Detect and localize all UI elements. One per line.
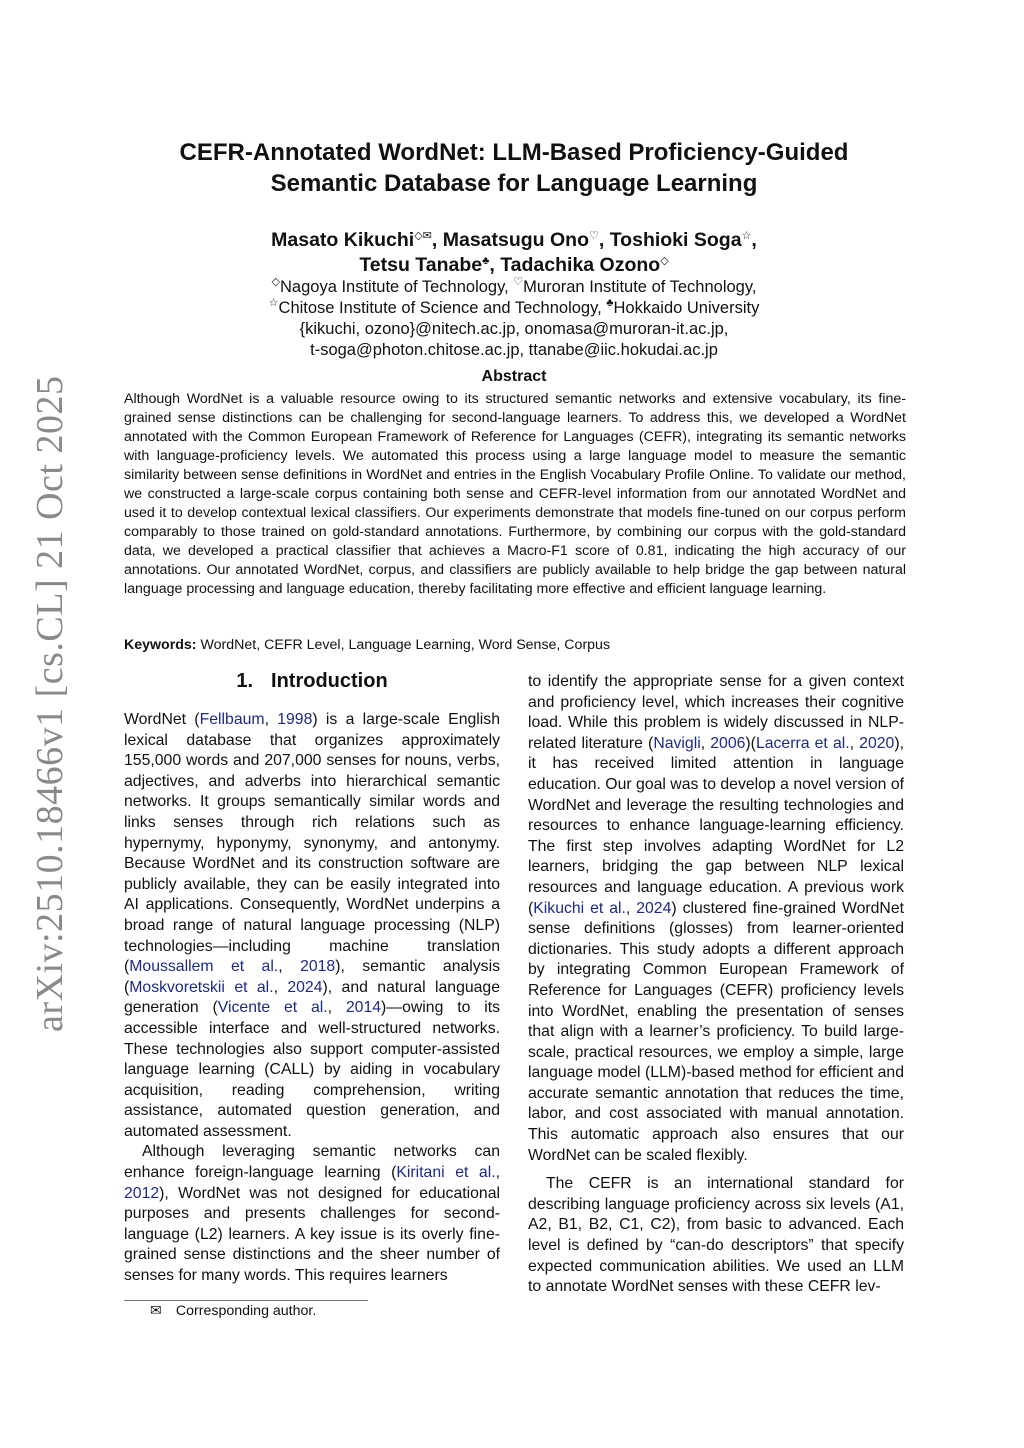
left-column <box>124 710 500 1287</box>
author-mark: ♡ <box>589 230 599 242</box>
paragraph-text: ) clustered fine-grained WordNet sense definitions (glosses) from learner-oriented dictionaries. This study adopts a different approach by integrating Common European Framework of Reference for Languages (CEFR) proficiency levels into WordNet, enabling the presentation of senses that align with a learner’s proficiency. To build large-scale, practical resources, we employ a simple, large language model (LLM)-based method for efficient and accurate semantic annotation that reduces the time, labor, and cost associated with manual annotation. This automatic approach also ensures that our WordNet can be scaled flexibly. <box>528 899 904 1164</box>
abstract-text: Although WordNet is a valuable resource owing to its structured semantic networks and extensive vocabulary, its fine-grained sense distinctions can be challenging for second-language learners. To address this, we developed a WordNet annotated with the Common European Framework of Reference for Languages (CEFR), integrating its semantic networks with language-proficiency levels. We automated this process using a large language model to measure the semantic similarity between sense definitions in WordNet and entries in the English Vocabulary Profile Online. To validate our method, we constructed a large-scale corpus containing both sense and CEFR-level information from our annotated WordNet and used it to develop contextual lexical classifiers. Our experiments demonstrate that models fine-tuned on our corpus perform comparably to those trained on gold-standard annotations. Furthermore, by combining our corpus with the gold-standard data, we developed a practical classifier that achieves a Macro-F1 score of 0.81, indicating the high accuracy of our annotations. Our annotated WordNet, corpus, and classifiers are publicly available to help bridge the gap between natural language processing and language education, thereby facilitating more effective and efficient language learning. <box>124 391 906 597</box>
affiliation-mark: ♣ <box>606 297 614 309</box>
affiliation-mark: ☆ <box>268 297 279 309</box>
author-mark: ♣ <box>482 255 490 267</box>
paragraph-text: , <box>700 734 711 752</box>
citation-link[interactable]: 2024 <box>636 899 672 917</box>
citation-link[interactable]: 2012 <box>124 1184 160 1202</box>
citation-link[interactable]: Fellbaum <box>199 711 265 728</box>
email-line[interactable]: {kikuchi, ozono}@nitech.ac.jp, onomasa@muroran-it.ac.jp, <box>299 320 729 338</box>
section-title: Introduction <box>271 670 388 692</box>
paragraph-text: to identify the appropriate sense for a given context and proficiency level, which increases their cognitive load. While this problem is widely discussed in NLP-related literature ( <box>528 673 904 752</box>
section-number: 1. <box>236 670 254 692</box>
author-line: Tetsu Tanabe♣, Tadachika Ozono◇ <box>359 254 669 276</box>
paragraph-text: , <box>849 734 860 752</box>
author-name: Masato Kikuchi <box>271 229 415 251</box>
author-list <box>124 228 904 278</box>
paragraph-text: ), and natural language generation ( <box>124 978 500 1017</box>
paragraph-text: , <box>327 999 346 1017</box>
citation-link[interactable]: Kikuchi et al. <box>533 899 626 917</box>
citation-link[interactable]: 2018 <box>300 958 336 976</box>
affiliation-name: Chitose Institute of Science and Technology <box>278 299 598 317</box>
right-column <box>528 672 904 1298</box>
affiliation-line: ◇Nagoya Institute of Technology, ♡Muroran Institute of Technology, <box>271 276 757 296</box>
affiliations <box>124 277 904 361</box>
paragraph-text: ), semantic analysis ( <box>124 958 500 996</box>
author-line: Masato Kikuchi◇✉, Masatsugu Ono♡, Toshioki Soga☆, <box>271 229 757 251</box>
footnote-divider <box>124 1300 368 1301</box>
paragraph-text: , <box>495 1164 500 1182</box>
section-heading <box>124 670 500 693</box>
paragraph-text: ), WordNet was not designed for educational purposes and presents challenges for second-language (L2) learners. A key issue is its overly fine-grained sense distinctions and the sheer number of senses for many words. This requires learners <box>124 1184 500 1285</box>
email-line[interactable]: t-soga@photon.chitose.ac.jp, ttanabe@iic.hokudai.ac.jp <box>310 341 718 359</box>
arxiv-identifier: arXiv:2510.18466v1 [cs.CL] 21 Oct 2025 <box>29 375 71 1032</box>
author-name: Masatsugu Ono <box>442 229 589 251</box>
keywords <box>124 636 906 654</box>
paragraph-text: , <box>273 978 288 996</box>
paragraph-text: )—owing to its accessible interface and well-structured networks. These technologies also support computer-assisted language learning (CALL) by aiding in vocabulary acquisition, reading comprehension, writing assistance, automated question generation, and automated assessment. <box>124 999 500 1140</box>
affiliation-mark: ◇ <box>271 276 280 288</box>
citation-link[interactable]: Vicente et al. <box>217 999 328 1017</box>
author-name: Tadachika Ozono <box>500 254 661 276</box>
citation-link[interactable]: Lacerra et al. <box>755 734 850 752</box>
author-mark: ◇✉ <box>414 230 432 242</box>
citation-link[interactable]: 2024 <box>287 978 323 996</box>
paragraph <box>528 672 904 1166</box>
affiliation-mark: ♡ <box>513 276 524 288</box>
affiliation-line: ☆Chitose Institute of Science and Technology, ♣Hokkaido University <box>268 297 760 317</box>
author-mark: ◇ <box>660 255 669 267</box>
envelope-icon: ✉ <box>150 1303 162 1319</box>
paragraph-text: )( <box>745 734 756 752</box>
citation-link[interactable]: Moussallem et al. <box>129 958 279 976</box>
paragraph-text: WordNet ( <box>124 711 200 728</box>
author-mark: ☆ <box>741 230 752 242</box>
footnote-text: Corresponding author. <box>175 1303 317 1319</box>
paragraph-text: , <box>264 711 278 728</box>
affiliation-name: Hokkaido University <box>613 299 760 317</box>
paper-title <box>124 137 904 199</box>
paragraph-text: ), it has received limited attention in language education. Our goal was to develop a novel version of WordNet and leverage the resulting technologies and resources to enhance language-learning efficiency. The first step involves adapting WordNet for L2 learners, bridging the gap between NLP lexical resources and language education. A previous work ( <box>528 734 904 917</box>
citation-link[interactable]: Moskvoretskii et al. <box>129 978 274 996</box>
citation-link[interactable]: 2006 <box>710 734 746 752</box>
paragraph-text: The CEFR is an international standard for describing language proficiency across six levels (A1, A2, B1, B2, C1, C2), from basic to advanced. Each level is defined by “can-do descriptors” that specify expected communication abilities. We used an LLM to annotate WordNet senses with these CEFR lev- <box>528 1175 904 1296</box>
paragraph-text: , <box>278 958 301 976</box>
author-name: Tetsu Tanabe <box>359 254 483 276</box>
author-name: Toshioki Soga <box>609 229 742 251</box>
title-line: Semantic Database for Language Learning <box>270 170 758 197</box>
paragraph-text: , <box>625 899 637 917</box>
keywords-label: Keywords: <box>124 637 197 653</box>
paragraph <box>528 1174 904 1298</box>
title-line: CEFR-Annotated WordNet: LLM-Based Proficiency-Guided <box>179 139 849 166</box>
paragraph <box>124 1142 500 1286</box>
citation-link[interactable]: 2014 <box>345 999 382 1017</box>
affiliation-name: Nagoya Institute of Technology <box>280 278 505 296</box>
paragraph-text: ) is a large-scale English lexical database that organizes approximately 155,000 words and 207,000 senses for nouns, verbs, adjectives, and adverbs into hierarchical semantic networks. It groups semantically similar words and links senses through rich relations such as hypernymy, hyponymy, synonymy, and antonymy. Because WordNet and its construction software are publicly available, they can be easily integrated into AI applications. Consequently, WordNet underpins a broad range of natural language processing (NLP) technologies—including machine translation ( <box>124 711 500 976</box>
keywords-text: WordNet, CEFR Level, Language Learning, Word Sense, Corpus <box>200 637 611 653</box>
citation-link[interactable]: 1998 <box>277 711 313 728</box>
paragraph-text: Although leveraging semantic networks can enhance foreign-language learning ( <box>124 1143 500 1182</box>
footnote <box>150 1303 316 1319</box>
abstract-heading: Abstract <box>481 368 547 385</box>
citation-link[interactable]: Kiritani et al. <box>396 1164 496 1182</box>
citation-link[interactable]: 2020 <box>859 734 895 752</box>
citation-link[interactable]: Navigli <box>653 734 701 752</box>
paragraph <box>124 710 500 1142</box>
affiliation-name: Muroran Institute of Technology <box>523 278 752 296</box>
